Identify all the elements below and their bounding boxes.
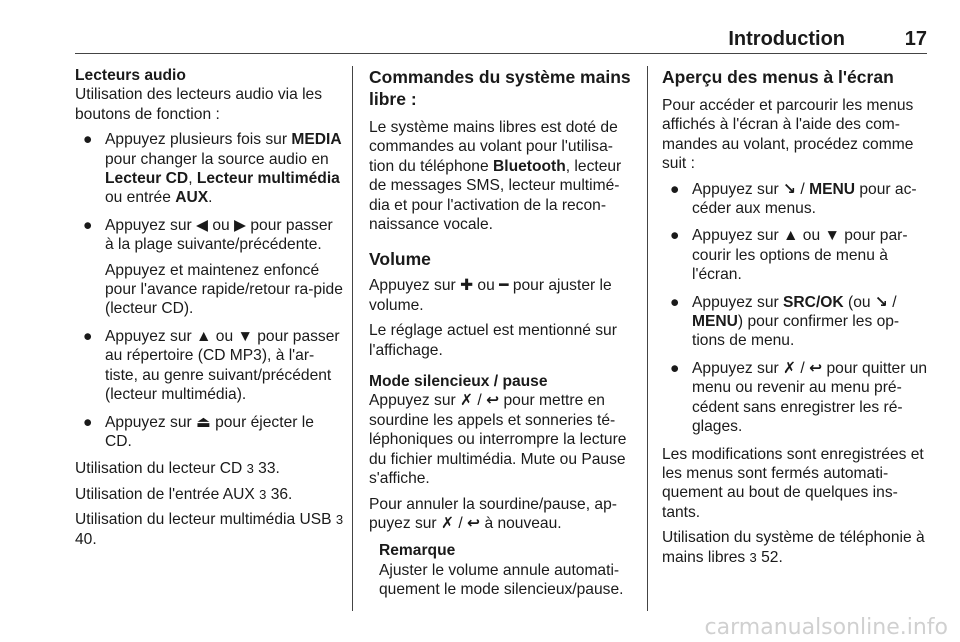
list-item: ● Appuyez sur ◀ ou ▶ pour passer à la plage suivante/précédente. Appuyez et maintenez enfoncé pour l'avance rapide/retour ra-pide (lecteur CD). [75, 216, 345, 319]
left-arrow-icon: ◀ [196, 216, 209, 234]
list-item: ● Appuyez sur ▲ ou ▼ pour passer au répertoire (CD MP3), à l'ar-tiste, au genre suivant/précédent (lecteur multimédia). [83, 327, 340, 404]
phone-icon: ↘ [783, 180, 797, 198]
section-heading: Volume [369, 249, 431, 270]
list-item: ● Appuyez sur SRC/OK (ou ↘ / MENU) pour confirmer les op-tions de menu. [670, 293, 900, 350]
page-ref-icon: 3 [259, 486, 267, 502]
phone-icon: ↘ [874, 293, 888, 311]
note-text: Ajuster le volume annule automati-quement le mode silencieux/pause. [379, 561, 624, 599]
minus-icon: ━ [499, 277, 509, 295]
paragraph: Pour annuler la sourdine/pause, ap-puyez sur ✗ / ↩ à nouveau. [369, 495, 617, 532]
plus-icon: ✚ [460, 277, 474, 295]
list-item: ● Appuyez plusieurs fois sur MEDIA pour changer la source audio en Lecteur CD, Lecteur multimédia ou entrée AUX. [83, 131, 342, 207]
paragraph: Appuyez sur ✗ / ↩ pour mettre en sourdine les appels et sonneries té-léphoniques ou interrompre la lecture du fichier multimédia. Mute ou Pause s'affiche. [369, 392, 627, 488]
cross-reference: Utilisation du système de téléphonie à mains libres 3 52. [662, 529, 925, 566]
back-icon: ↩ [486, 392, 500, 410]
section-heading: Lecteurs audio [75, 67, 186, 84]
bullet-icon: ● [83, 327, 93, 345]
page-number: 17 [904, 28, 927, 50]
mute-icon: ✗ [783, 359, 797, 377]
list-item: ● Appuyez sur ✗ / ↩ pour quitter un menu ou revenir au menu pré-cédent sans enregistrer les ré-glages. [670, 359, 928, 436]
bullet-icon: ● [670, 359, 680, 377]
bullet-icon: ● [83, 216, 93, 234]
page-ref-icon: 3 [335, 512, 344, 528]
mute-icon: ✗ [440, 514, 455, 532]
list-item: ● Appuyez sur ⏏ pour éjecter le CD. [83, 413, 314, 450]
list-item: ● Appuyez sur ▲ ou ▼ pour par-courir les options de menu à l'écran. [670, 227, 908, 284]
bullet-icon: ● [83, 413, 93, 431]
down-arrow-icon: ▼ [237, 327, 253, 345]
watermark: carmanualsonline.info [704, 615, 948, 640]
sub-heading: Mode silencieux / pause [369, 373, 548, 391]
column-handsfree-controls [369, 66, 635, 600]
paragraph: Appuyez sur ✚ ou ━ pour ajuster le volume. [369, 277, 612, 314]
cross-reference: Utilisation du lecteur multimédia USB 3 40. [75, 511, 344, 548]
column-screen-menus [662, 66, 930, 573]
paragraph: Le système mains libres est doté de commandes au volant pour l'utilisa-tion du téléphone Bluetooth, lecteur de messages SMS, lecteur multimé-dia et pour l'activation de la recon-naissance vocale. [369, 119, 622, 234]
right-arrow-icon: ▶ [234, 216, 247, 234]
bullet-icon: ● [83, 131, 93, 149]
bullet-list [75, 130, 345, 451]
page-ref-icon: 3 [749, 549, 757, 565]
down-arrow-icon: ▼ [824, 227, 840, 245]
column-divider [352, 66, 353, 611]
page-title: Introduction [728, 28, 845, 50]
list-item: ● Appuyez sur ↘ / MENU pour ac-céder aux menus. [670, 180, 917, 218]
paragraph: Le réglage actuel est mentionné sur l'affichage. [369, 322, 617, 359]
eject-icon: ⏏ [196, 413, 211, 431]
cross-reference: Utilisation du lecteur CD 3 33. [75, 460, 280, 478]
paragraph: Pour accéder et parcourir les menus affichés à l'écran à l'aide des com-mandes au volant, procédez comme suit : [662, 97, 914, 173]
paragraph: Appuyez et maintenez enfoncé pour l'avance rapide/retour ra-pide (lecteur CD). [105, 261, 343, 318]
page-ref-icon: 3 [246, 461, 254, 477]
paragraph: Les modifications sont enregistrées et les menus sont fermés automati-quement au bout de quelques ins-tants. [662, 445, 924, 521]
note-box [369, 541, 635, 599]
column-divider [647, 66, 648, 611]
paragraph: Utilisation des lecteurs audio via les boutons de fonction : [75, 86, 323, 123]
up-arrow-icon: ▲ [196, 327, 212, 345]
bullet-list [662, 180, 930, 437]
section-heading: Aperçu des menus à l'écran [662, 67, 894, 87]
page-header [75, 26, 927, 52]
column-audio-players [75, 66, 345, 555]
back-icon: ↩ [467, 514, 481, 532]
back-icon: ↩ [809, 359, 823, 377]
bullet-icon: ● [670, 180, 680, 198]
up-arrow-icon: ▲ [783, 227, 799, 245]
section-heading: Commandes du système mains libre : [369, 67, 631, 109]
cross-reference: Utilisation de l'entrée AUX 3 36. [75, 485, 293, 503]
mute-icon: ✗ [460, 392, 474, 410]
bullet-icon: ● [670, 293, 680, 311]
header-rule [75, 53, 927, 54]
note-title: Remarque [379, 542, 456, 560]
bullet-icon: ● [670, 227, 680, 245]
